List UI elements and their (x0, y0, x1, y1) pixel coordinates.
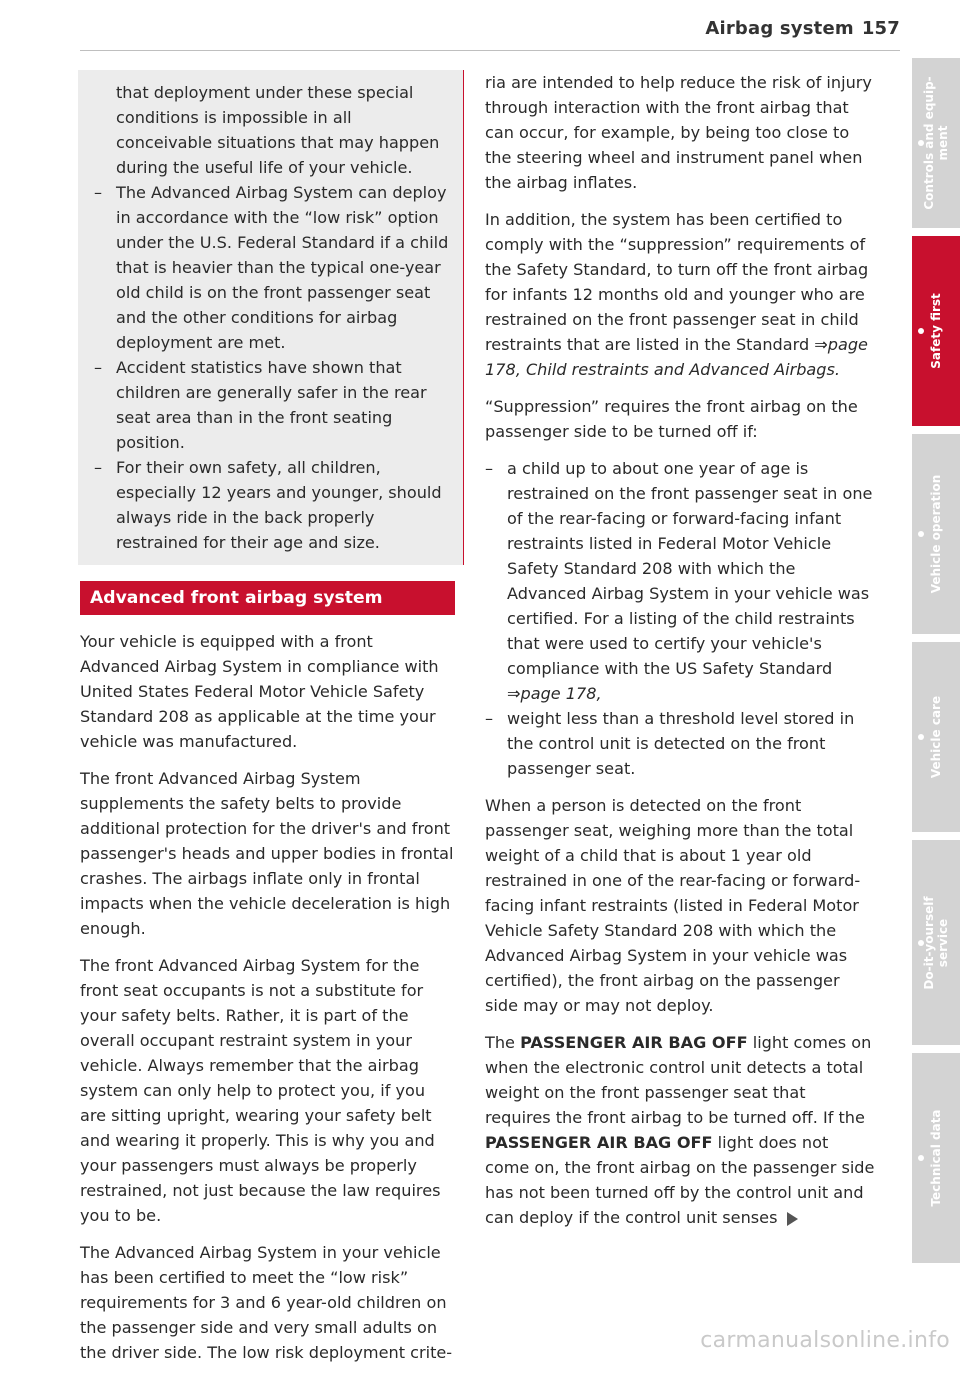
warning-intro: that deployment under these special conditions is impossible in all conceivable situations that may happen during the useful life of your vehicle. (116, 83, 440, 177)
body-paragraph: Your vehicle is equipped with a front Advanced Airbag System in compliance with United States Federal Motor Vehicle Safety Standard 208 as applicable at the time your vehicle was manufactured. (80, 632, 439, 751)
warning-item: – Accident statistics have shown that children are generally safer in the rear seat area than in the front seating position. (94, 358, 427, 452)
warning-item: – The Advanced Airbag System can deploy in accordance with the “low risk” option under the U.S. Federal Standard if a child that is heavier than the typical one-year old child is on the front passenger seat and the other conditions for airbag deployment are met. (94, 183, 449, 352)
right-column (485, 70, 875, 1242)
warning-item: – For their own safety, all children, especially 12 years and younger, should always ride in the back properly restrained for their age and size. (94, 458, 442, 552)
tab-technical-data[interactable]: Technical data (912, 1053, 960, 1263)
page-reference-link[interactable]: ⇒page 178, Child restraints and Advanced Airbags. (485, 335, 868, 379)
page-number: 157 (861, 18, 900, 39)
list-item: – a child up to about one year of age is restrained on the front passenger seat in one of the rear-facing or forward-facing infant restraints listed in Federal Motor Vehicle Safety Standard 208 with which the Advanced Airbag System in your vehicle was certified. For a listing of the child restraints that were used to certify your vehicle's compliance with the US Safety Standard ⇒page 178, (485, 459, 873, 703)
tab-vehicle-care[interactable]: Vehicle care (912, 642, 960, 832)
tab-do-it-yourself-service[interactable]: Do-it-yourself service (912, 840, 960, 1045)
list-item: – weight less than a threshold level stored in the control unit is detected on the front passenger seat. (485, 709, 855, 778)
warning-box (78, 70, 464, 565)
page-header (705, 18, 900, 39)
tab-safety-first[interactable]: Safety first (912, 236, 960, 426)
bullet-icon (918, 734, 924, 740)
header-rule (80, 50, 900, 51)
body-paragraph: The front Advanced Airbag System for the front seat occupants is not a substitute for your safety belts. Rather, it is part of the overall occupant restraint system in your vehicle. Always remember that the airbag system can only help to protect you, if you are sitting upright, wearing your safety belt and wearing it properly. This is why you and your passengers must always be properly restrained, not just because the law requires you to be. (80, 956, 441, 1225)
tab-vehicle-operation[interactable]: Vehicle operation (912, 434, 960, 634)
tab-controls-and-equipment[interactable]: Controls and equip- ment (912, 58, 960, 228)
page-reference-link[interactable]: ⇒page 178, (507, 684, 602, 703)
left-column (80, 70, 455, 1377)
body-paragraph: The front Advanced Airbag System supplements the safety belts to provide additional protection for the driver's and front passenger's heads and upper bodies in frontal crashes. The airbags inflate only in frontal impacts when the vehicle deceleration is high enough. (80, 769, 454, 938)
body-paragraph: The PASSENGER AIR BAG OFF light comes on when the electronic control unit detects a total weight on the front passenger seat that requires the front airbag to be turned off. If the PASSENGER AIR BAG OFF light does not come on, the front airbag on the passenger side has not been turned off by the control unit and can deploy if the control unit senses (485, 1033, 875, 1227)
section-heading: Advanced front airbag system (80, 581, 455, 615)
body-paragraph: The Advanced Airbag System in your vehicle has been certified to meet the “low risk” requirements for 3 and 6 year-old children on the passenger side and very small adults on the driver side. The low risk deployment crite- (80, 1243, 453, 1362)
chapter-tabs (912, 58, 960, 1271)
body-paragraph: When a person is detected on the front passenger seat, weighing more than the total weight of a child that is about 1 year old restrained in one of the rear-facing or forward-facing infant restraints (listed in Federal Motor Vehicle Safety Standard 208 with which the Advanced Airbag System in your vehicle was certified), the front airbag on the passenger side may or may not deploy. (485, 796, 861, 1015)
watermark: carmanualsonline.info (700, 1328, 950, 1353)
body-paragraph: ria are intended to help reduce the risk of injury through interaction with the front airbag that can occur, for example, by being too close to the steering wheel and instrument panel when the airbag inflates. (485, 73, 872, 192)
body-paragraph: “Suppression” requires the front airbag on the passenger side to be turned off if: (485, 397, 858, 441)
continue-arrow-icon (787, 1212, 798, 1226)
bullet-icon (918, 328, 924, 334)
bullet-icon (918, 1155, 924, 1161)
chapter-title: Airbag system (705, 18, 854, 39)
bullet-icon (918, 531, 924, 537)
body-paragraph: In addition, the system has been certified to comply with the “suppression” requirements of the Safety Standard, to turn off the front airbag for infants 12 months old and younger who are restrained on the front passenger seat in child restraints that are listed in the Standard ⇒page 178, Child restraints and Advanced Airbags. (485, 210, 869, 379)
